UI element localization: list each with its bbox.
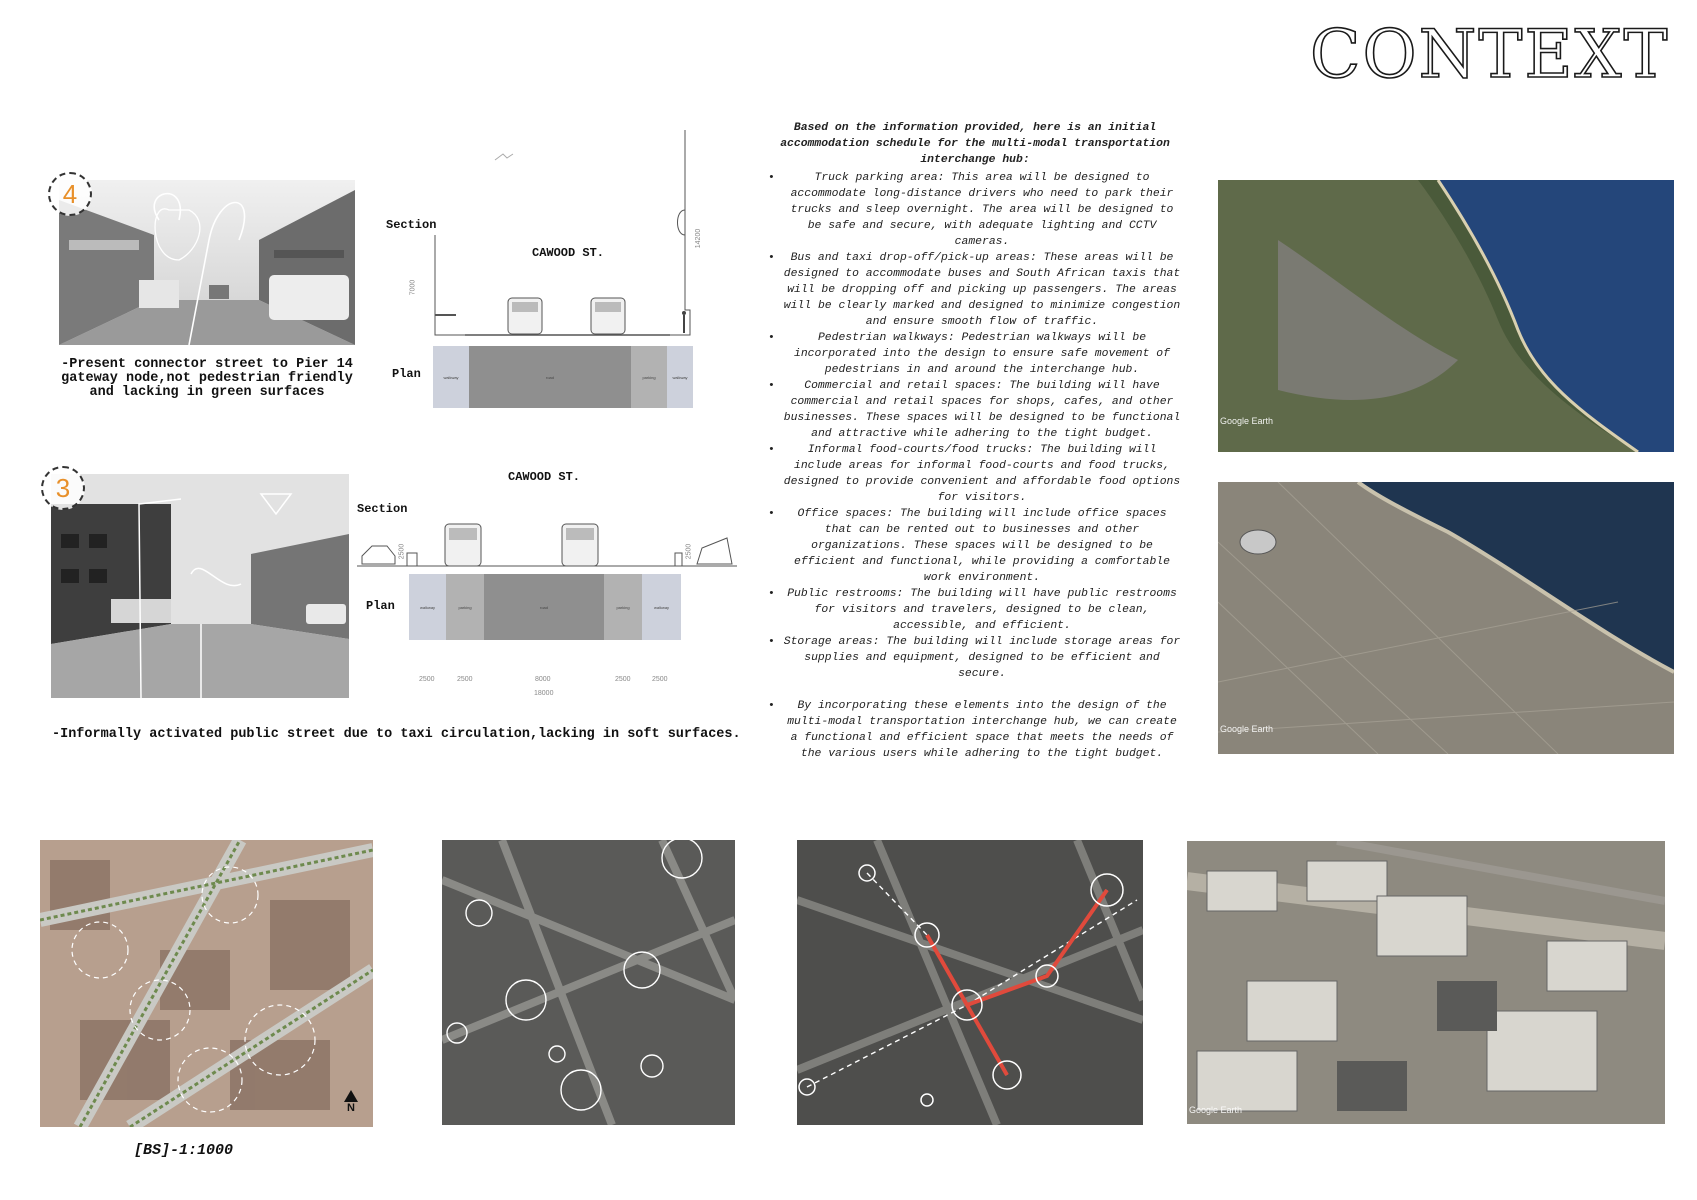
schedule-item: • Public restrooms: The building will have public restrooms for visitors and travelers, designed to be clean, accessible, and efficient. (768, 586, 1182, 634)
pedestrian-route-map (797, 840, 1143, 1125)
height-dim: 2500 (398, 543, 406, 560)
schedule-item: • Pedestrian walkways: Pedestrian walkways will be incorporated into the design to ensure safe movement of pedestrians in and around the interchange hub. (768, 330, 1182, 378)
north-label: N (347, 1102, 355, 1114)
site3-caption: -Informally activated public street due to taxi circulation,lacking in soft surfaces. (52, 727, 741, 742)
street-photo-3 (51, 474, 349, 698)
width-dim: 2500 (652, 676, 668, 683)
aerial-3d-view (1187, 841, 1665, 1124)
plan-label: Plan (392, 367, 421, 381)
north-arrow-icon (340, 1090, 362, 1120)
schedule-item: • Storage areas: The building will include storage areas for supplies and equipment, designed to be efficient and secure. (768, 634, 1182, 682)
width-dim: 2500 (457, 676, 473, 683)
street-photo-4 (59, 180, 355, 345)
schedule-item: • Informal food-courts/food trucks: The building will include areas for informal food-courts and food trucks, designed to provide convenient and affordable food options for visitors. (768, 442, 1182, 506)
google-earth-label: Google Earth (1220, 724, 1274, 734)
plan-label: Plan (366, 599, 395, 613)
plan-strip-road: road (469, 346, 631, 408)
street-section-4 (420, 130, 710, 345)
plan-strip-road: road (484, 574, 604, 640)
google-earth-label: Google Earth (1189, 1105, 1243, 1115)
site4-caption: -Present connector street to Pier 14 gateway node,not pedestrian friendly and lacking in green surfaces (61, 357, 353, 400)
height-dim: 7000 (409, 279, 417, 296)
page-title: CONTEXT (1310, 16, 1670, 93)
plan-strip-walkway: walkway (433, 346, 469, 408)
section-label: Section (357, 502, 408, 516)
google-earth-label: Google Earth (1220, 416, 1274, 426)
node-analysis-map (442, 840, 735, 1125)
width-dim: 8000 (535, 676, 551, 683)
schedule-intro: Based on the information provided, here is an initial accommodation schedule for the multi-modal transportation interchange hub: (780, 122, 1170, 166)
plan-strip-parking: parking (631, 346, 667, 408)
plan-strip-parking: parking (604, 574, 642, 640)
street-name: CAWOOD ST. (508, 470, 581, 484)
schedule-item: • Office spaces: The building will include office spaces that can be rented out to businesses and other organizations. These spaces will be designed to be efficient and functional, while providing a comfortable work environment. (768, 506, 1182, 586)
width-dim: 2500 (615, 676, 631, 683)
street-section-3 (357, 518, 737, 568)
plan-strip-walkway: walkway (667, 346, 693, 408)
height-dim: 14200 (695, 228, 703, 249)
aerial-map-city (1218, 482, 1674, 754)
site-number-badge: 3 (41, 466, 85, 510)
schedule-conclusion: • By incorporating these elements into the design of the multi-modal transportation interchange hub, we can create a functional and efficient space that meets the needs of the various users while adhering to the tight budget. (768, 698, 1182, 762)
schedule-item: • Truck parking area: This area will be designed to accommodate long-distance drivers who need to park their trucks and sleep overnight. The area will be designed to be safe and secure, with adequate lighting and CCTV cameras. (768, 170, 1182, 250)
plan-strip-parking: parking (446, 574, 484, 640)
width-dim: 2500 (419, 676, 435, 683)
plan-strip-walkway: walkway (409, 574, 446, 640)
aerial-map-coast (1218, 180, 1674, 452)
scale-label: [BS]-1:1000 (134, 1142, 234, 1159)
total-width-dim: 18000 (534, 690, 554, 697)
accommodation-schedule (768, 120, 1182, 762)
site-number-badge: 4 (48, 172, 92, 216)
plan-strip-walkway: walkway (642, 574, 681, 640)
street-name: CAWOOD ST. (532, 246, 605, 260)
bs-node-map (40, 840, 373, 1127)
section-label: Section (386, 218, 437, 232)
height-dim: 2500 (685, 543, 693, 560)
schedule-item: • Commercial and retail spaces: The building will have commercial and retail spaces for shops, cafes, and other businesses. These spaces will be designed to be functional and attractive while adhering to the tight budget. (768, 378, 1182, 442)
schedule-item: • Bus and taxi drop-off/pick-up areas: These areas will be designed to accommodate buses and South African taxis that will be dropping off and picking up passengers. The areas will be clearly marked and designed to minimize congestion and ensure smooth flow of traffic. (768, 250, 1182, 330)
